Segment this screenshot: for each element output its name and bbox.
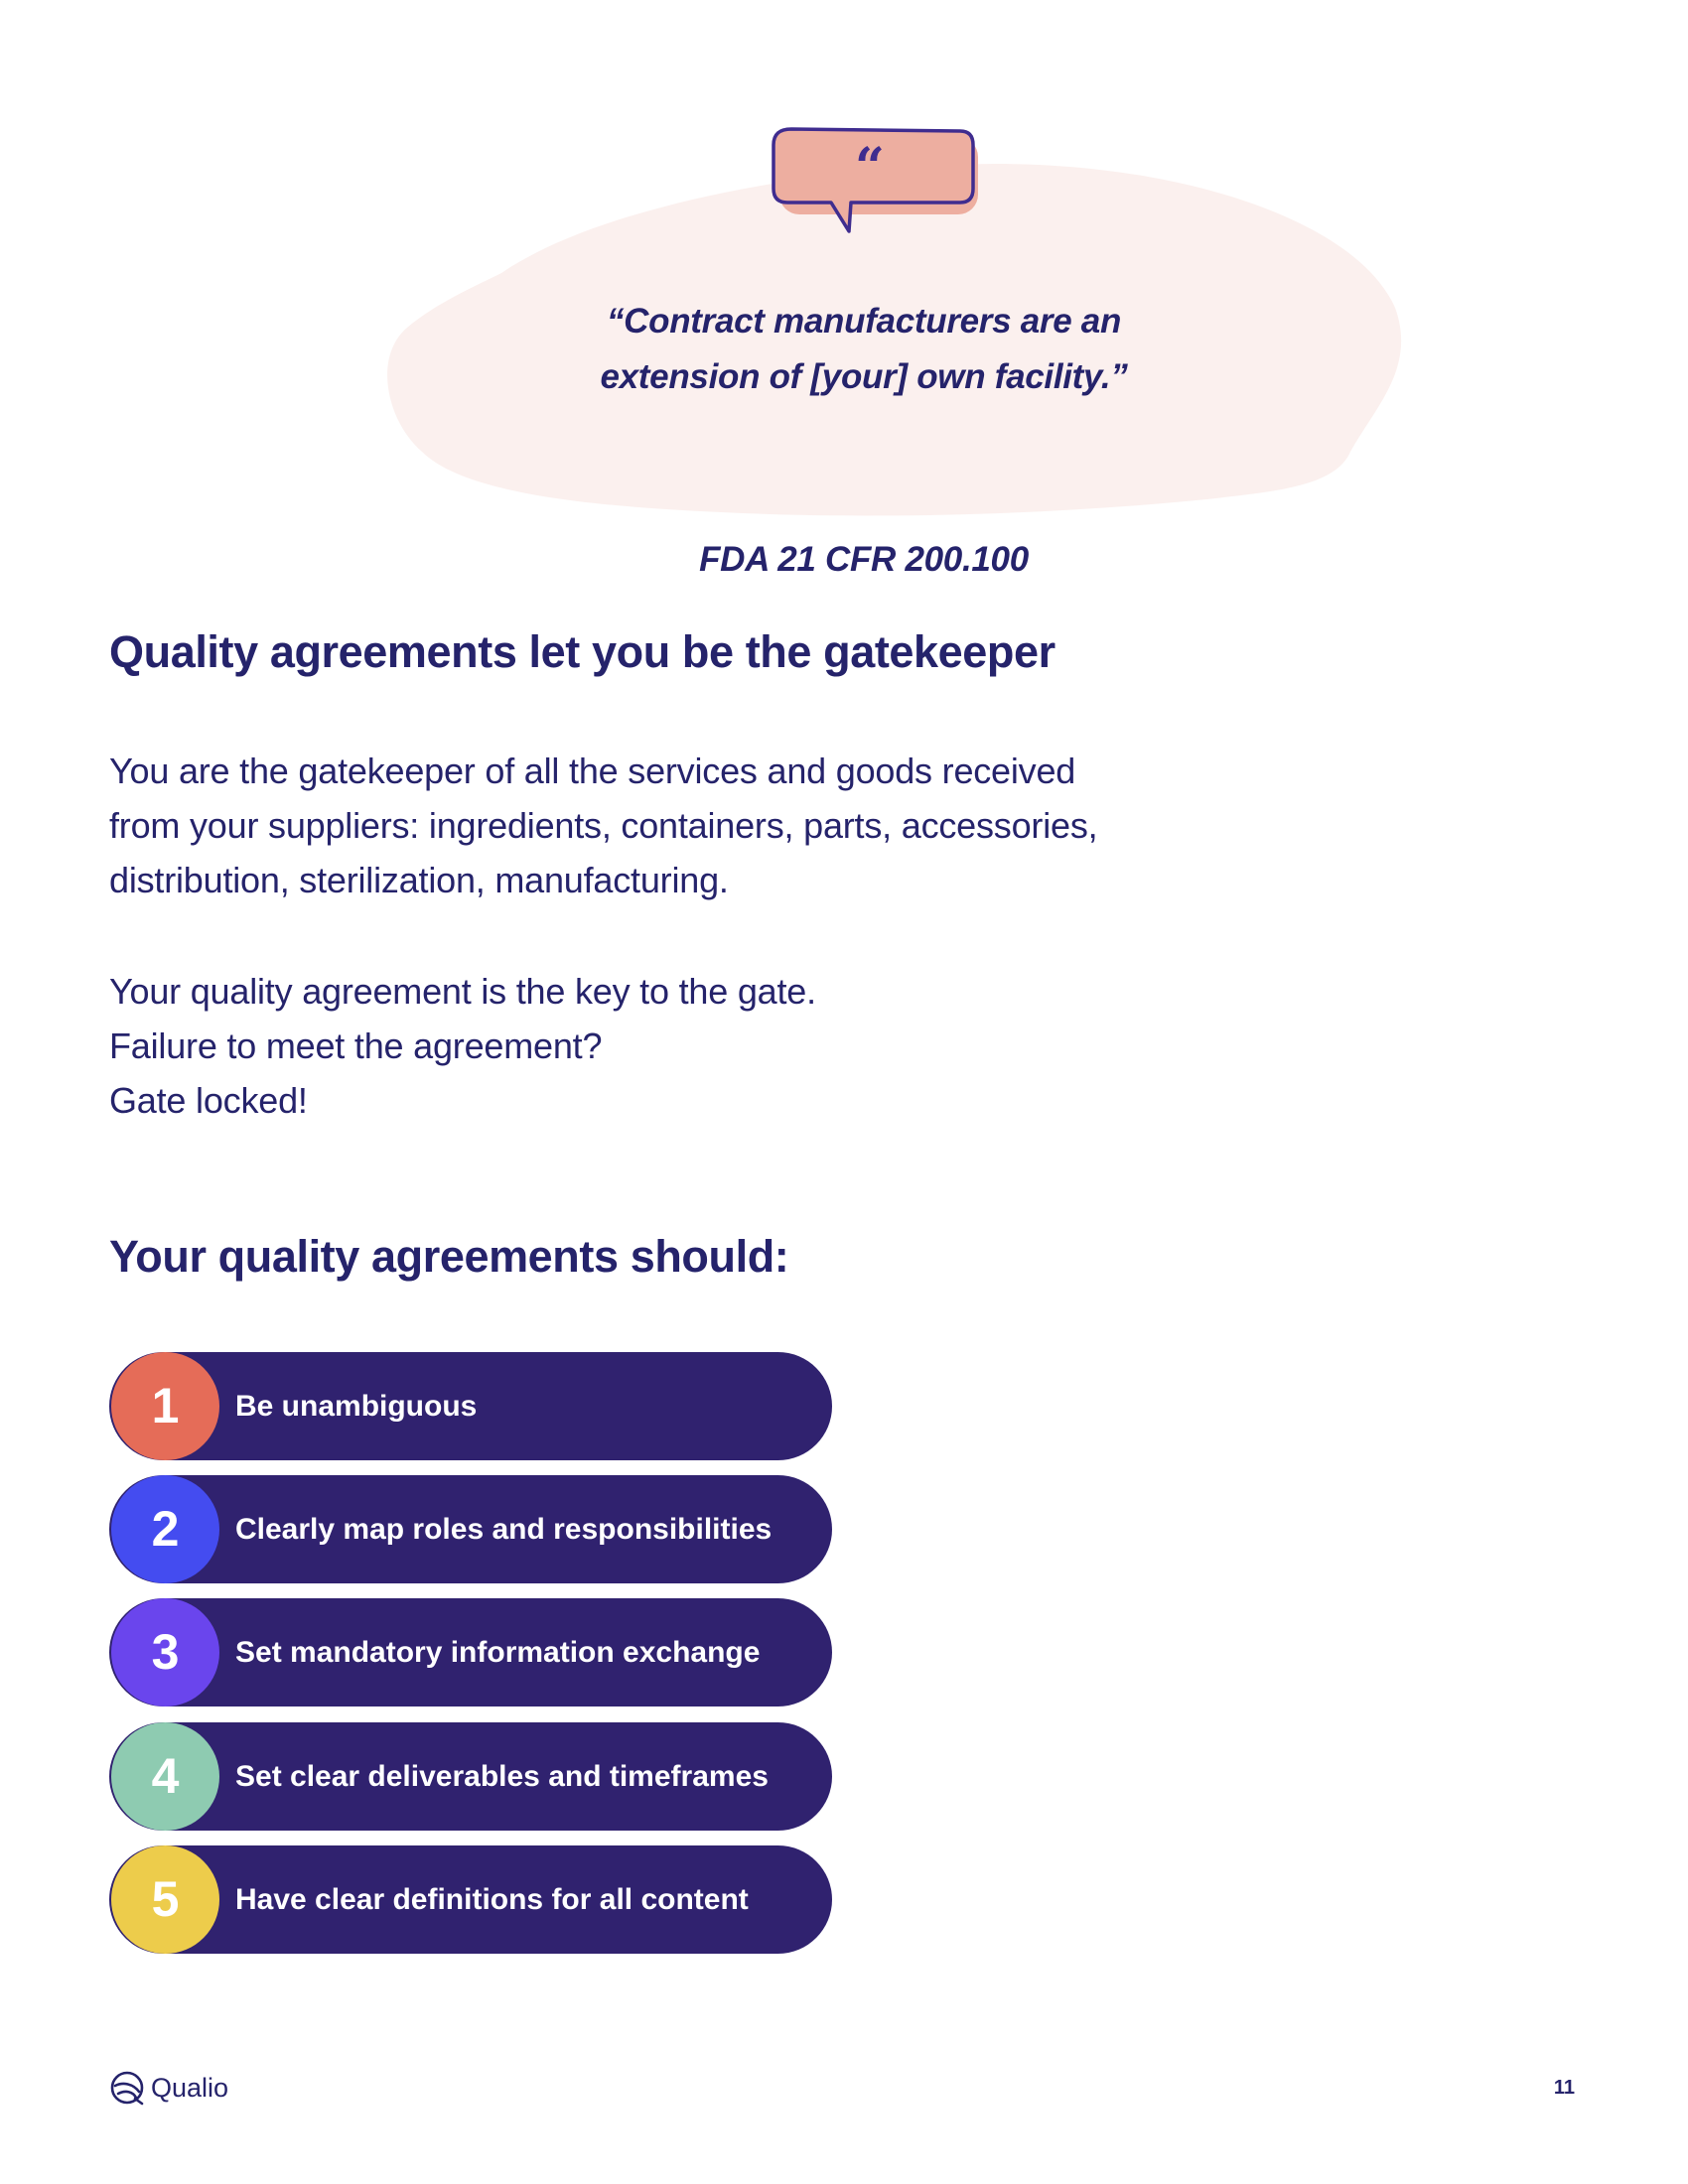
paragraph-line: distribution, sterilization, manufacturing.: [109, 860, 729, 900]
qualio-logo-icon: [109, 2070, 145, 2106]
section-heading-should: Your quality agreements should:: [109, 1231, 789, 1282]
number-badge: 4: [111, 1722, 219, 1831]
svg-text:“: “: [855, 137, 885, 198]
list-item-5: [109, 1845, 832, 1954]
quote-source: FDA 21 CFR 200.100: [699, 540, 1029, 579]
list-item-label: Set mandatory information exchange: [235, 1636, 761, 1669]
list-item-4: [109, 1722, 832, 1831]
logo-text: Qualio: [151, 2073, 229, 2103]
list-item-1: [109, 1352, 832, 1460]
section-heading-gatekeeper: Quality agreements let you be the gatekeeper: [109, 626, 1055, 677]
number-badge: 2: [111, 1475, 219, 1583]
quote-line: extension of [your] own facility.”: [600, 357, 1128, 396]
list-item-label: Have clear definitions for all content: [235, 1883, 749, 1916]
page-number: 11: [1553, 2077, 1575, 2099]
paragraph-line: You are the gatekeeper of all the services and goods received: [109, 751, 1076, 791]
list-item-2: [109, 1475, 832, 1583]
paragraph-line: from your suppliers: ingredients, containers, parts, accessories,: [109, 805, 1098, 846]
paragraph-line: Your quality agreement is the key to the gate.: [109, 971, 816, 1012]
list-item-label: Set clear deliverables and timeframes: [235, 1760, 769, 1793]
quote-bubble-icon: [770, 127, 988, 241]
paragraph-line: Failure to meet the agreement?: [109, 1025, 603, 1066]
paragraph-key-to-gate: [109, 964, 1301, 1128]
number-badge: 1: [111, 1352, 219, 1460]
quote-line: “Contract manufacturers are an: [606, 302, 1122, 341]
list-item-label: Clearly map roles and responsibilities: [235, 1513, 773, 1546]
list-item-3: [109, 1598, 832, 1706]
paragraph-gatekeeper: [109, 744, 1301, 907]
number-badge: 5: [111, 1845, 219, 1954]
number-badge: 3: [111, 1598, 219, 1706]
quote-text: [467, 294, 1261, 405]
list-item-label: Be unambiguous: [235, 1390, 478, 1423]
paragraph-line: Gate locked!: [109, 1080, 308, 1121]
